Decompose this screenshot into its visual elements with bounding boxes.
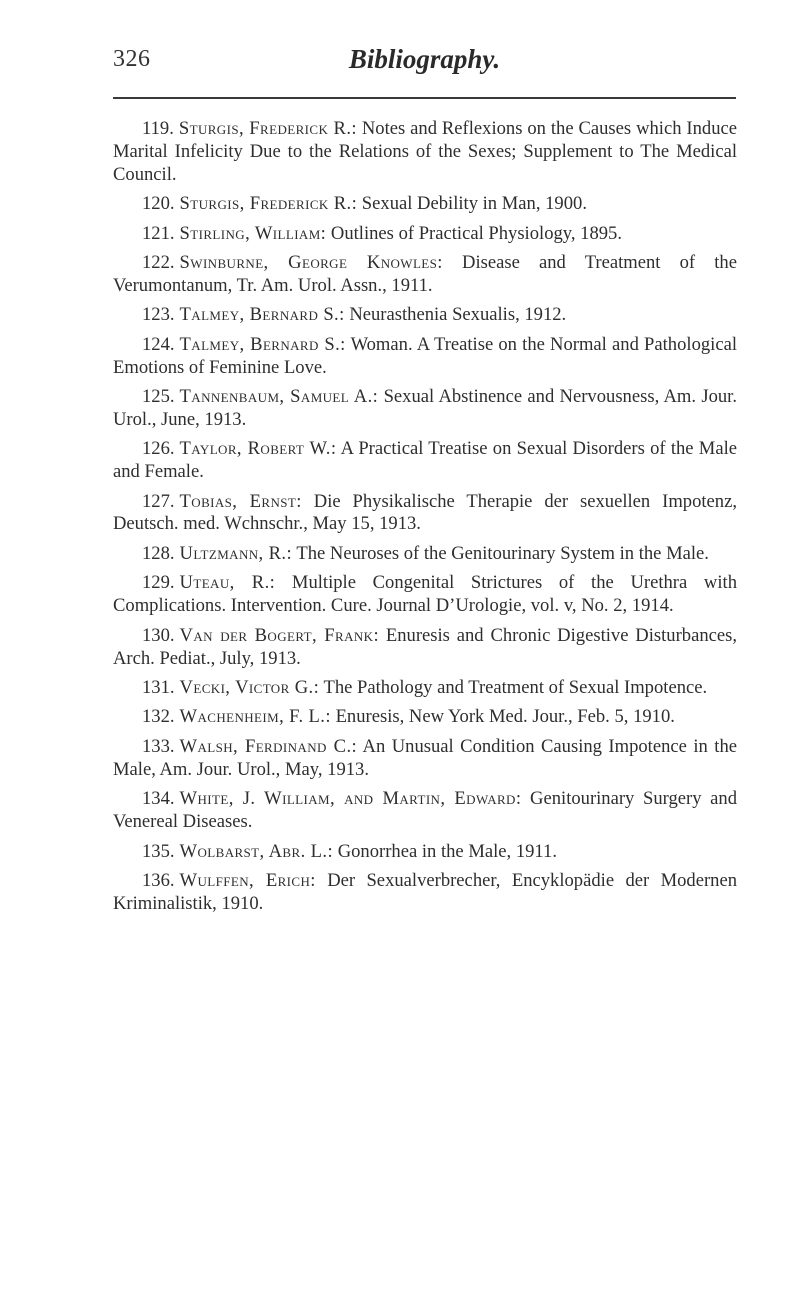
bibliography-entry: 129. Uteau, R.: Multiple Congenital Strictures of the Urethra with Complications. Intervention. Cure. Journal D’Urologie, vol. v, No. 2, 1914. (113, 572, 737, 617)
entry-text: Der Sexualverbrecher, Encyklopädie der Modernen Kriminalistik, 1910. (113, 870, 737, 914)
bibliography-entry: 135. Wolbarst, Abr. L.: Gonorrhea in the Male, 1911. (142, 840, 557, 862)
entry-author: Van der Bogert, Frank: (179, 624, 380, 646)
bibliography-entry: 132. Wachenheim, F. L.: Enuresis, New York Med. Jour., Feb. 5, 1910. (142, 706, 675, 728)
entry-text: Genitourinary Surgery and Venereal Diseases. (113, 788, 737, 833)
entry-text: Disease and Treatment of the Verumontanum, Tr. Am. Urol. Assn., 1911. (113, 252, 737, 296)
bibliography-entry: 126. Taylor, Robert W.: A Practical Treatise on Sexual Disorders of the Male and Female. (113, 438, 738, 483)
bibliography-entry: 134. White, J. William, and Martin, Edward: Genitourinary Surgery and Venereal Diseases. (113, 788, 737, 833)
bibliography-entry: 131. Vecki, Victor G.: The Pathology and Treatment of Sexual Impotence. (142, 676, 708, 698)
bibliography-entry: 128. Ultzmann, R.: The Neuroses of the Genitourinary System in the Male. (142, 542, 709, 564)
entry-text: Notes and Reflexions on the Causes which Induce Marital Infelicity Due to the Relations of the Sexes; Supplement to The Medical Council. (113, 118, 737, 185)
entry-text: Gonorrhea in the Male, 1911. (337, 840, 557, 862)
entry-author: Uteau, R.: (179, 572, 276, 594)
entry-author: Wulffen, Erich: (179, 870, 316, 891)
entry-author: Vecki, Victor G.: (179, 676, 320, 698)
entry-text: The Pathology and Treatment of Sexual Impotence. (323, 676, 708, 698)
page-number: 326 (113, 46, 151, 72)
entry-author: Walsh, Ferdinand C.: (179, 735, 358, 757)
bibliography-list (113, 118, 737, 922)
entry-author: Talmey, Bernard S.: (179, 333, 346, 355)
entry-author: Tannenbaum, Samuel A.: (179, 386, 379, 408)
bibliography-entry: 125. Tannenbaum, Samuel A.: Sexual Abstinence and Nervousness, Am. Jour. Urol., June, 1913. (113, 386, 737, 430)
bibliography-entry: 120. Sturgis, Frederick R.: Sexual Debility in Man, 1900. (142, 193, 587, 215)
entry-text: Sexual Abstinence and Nervousness, Am. Jour. Urol., June, 1913. (113, 386, 737, 430)
bibliography-entry: 127. Tobias, Ernst: Die Physikalische Therapie der sexuellen Impotenz, Deutsch. med. Wchnschr., May 15, 1913. (113, 490, 738, 535)
entry-author: Stirling, William: (179, 222, 327, 244)
entry-author: White, J. William, and Martin, Edward: (179, 788, 522, 810)
entry-text: An Unusual Condition Causing Impotence in the Male, Am. Jour. Urol., May, 1913. (113, 735, 738, 780)
entry-text: Enuresis, New York Med. Jour., Feb. 5, 1910. (335, 706, 675, 728)
bibliography-entry: 133. Walsh, Ferdinand C.: An Unusual Condition Causing Impotence in the Male, Am. Jour. Urol., May, 1913. (113, 735, 738, 780)
entry-text: Outlines of Practical Physiology, 1895. (330, 222, 623, 244)
entry-text: Woman. A Treatise on the Normal and Pathological Emotions of Feminine Love. (113, 333, 737, 378)
bibliography-entry: 123. Talmey, Bernard S.: Neurasthenia Sexualis, 1912. (142, 304, 567, 326)
running-title: Bibliography. (348, 44, 501, 74)
entry-author: Wolbarst, Abr. L.: (179, 840, 334, 862)
bibliography-entry: 119. Sturgis, Frederick R.: Notes and Reflexions on the Causes which Induce Marital Infelicity Due to the Relations of the Sexes; Supplement to The Medical Council. (113, 118, 737, 185)
entry-text: Enuresis and Chronic Digestive Disturbances, Arch. Pediat., July, 1913. (113, 624, 738, 669)
bibliography-entry: 121. Stirling, William: Outlines of Practical Physiology, 1895. (142, 222, 623, 244)
entry-text: Neurasthenia Sexualis, 1912. (349, 304, 567, 326)
entry-author: Taylor, Robert W.: (179, 438, 337, 460)
bibliography-entry: 122. Swinburne, George Knowles: Disease and Treatment of the Verumontanum, Tr. Am. Urol. Assn., 1911. (113, 252, 737, 296)
entry-author: Sturgis, Frederick R.: (178, 118, 357, 139)
entry-author: Tobias, Ernst: (179, 490, 302, 512)
entry-text: Sexual Debility in Man, 1900. (361, 193, 587, 215)
entry-author: Talmey, Bernard S.: (179, 304, 345, 326)
entry-text: Multiple Congenital Strictures of the Urethra with Complications. Intervention. Cure. Journal D’Urologie, vol. v, No. 2, 1914. (113, 572, 737, 617)
entry-text: The Neuroses of the Genitourinary System in the Male. (296, 542, 709, 564)
page-header (113, 46, 736, 86)
bibliography-entry: 136. Wulffen, Erich: Der Sexualverbrecher, Encyklopädie der Modernen Kriminalistik, 1910. (113, 870, 737, 914)
entry-text: A Practical Treatise on Sexual Disorders of the Male and Female. (113, 438, 738, 483)
entry-author: Sturgis, Frederick R.: (179, 193, 358, 215)
bibliography-entry: 124. Talmey, Bernard S.: Woman. A Treatise on the Normal and Pathological Emotions of Feminine Love. (113, 333, 737, 378)
header-rule (113, 97, 736, 99)
entry-author: Swinburne, George Knowles: (179, 252, 443, 274)
entry-text: Die Physikalische Therapie der sexuellen Impotenz, Deutsch. med. Wchnschr., May 15, 1913. (113, 490, 738, 535)
entry-author: Wachenheim, F. L.: (179, 706, 331, 728)
entry-author: Ultzmann, R.: (179, 542, 293, 564)
bibliography-entry: 130. Van der Bogert, Frank: Enuresis and Chronic Digestive Disturbances, Arch. Pediat., July, 1913. (113, 624, 738, 669)
